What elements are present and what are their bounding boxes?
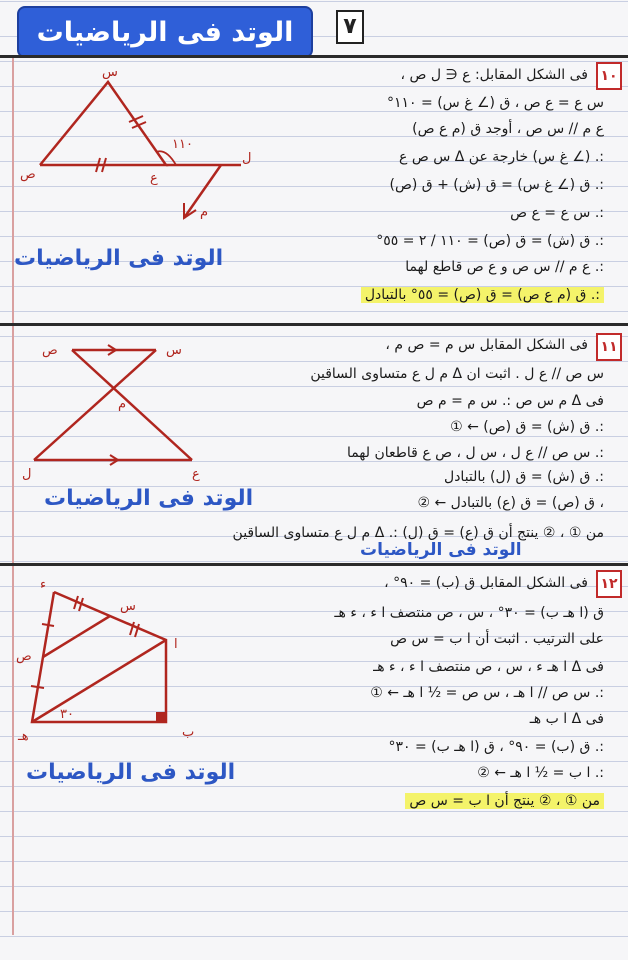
tick-sad-h <box>31 686 44 688</box>
triangle-sas <box>40 82 166 165</box>
label-sad: ص <box>20 167 36 182</box>
label-ain: ع <box>192 467 200 482</box>
problem-11-line-5: :. س ص // ع ل ، س ل ، ص ع قاطعان لهما <box>346 445 604 461</box>
header-title-banner <box>17 6 313 58</box>
right-angle-mark <box>156 712 166 722</box>
divider-2 <box>0 323 628 326</box>
problem-12-line-4: فى Δ ا هـ ء ، س ، ص منتصف ا ء ، ء هـ <box>373 659 604 675</box>
problem-10-number: ١٠ <box>596 62 622 90</box>
problem-12-number: ١٢ <box>596 570 622 598</box>
label-s: س <box>120 599 136 614</box>
problem-10-line-7: :. ق (ش) = ق (ص) = ١١٠ / ٢ = ٥٥° <box>376 233 604 249</box>
label-e: ء <box>40 577 47 592</box>
label-b: ب <box>182 725 195 740</box>
problem-12-line-7: :. ق (ب) = ٩٠° ، ق (ا هـ ب) = ٣٠° <box>388 739 604 755</box>
label-mim: م <box>200 205 209 220</box>
label-sad: ص <box>16 649 32 664</box>
label-angle-110: ١١٠ <box>172 137 193 152</box>
problem-12-line-3: على الترتيب . اثبت أن ا ب = س ص <box>390 631 604 647</box>
label-a: ا <box>174 637 178 652</box>
label-angle-30: ٣٠ <box>60 707 74 722</box>
problem-10-line-8: :. ع م // س ص و ع ص قاطع لهما <box>405 259 604 275</box>
problem-12-answer: من ① ، ② ينتج أن ا ب = س ص <box>405 790 604 812</box>
problem-10-line-1: فى الشكل المقابل: ع ∈ ل ص ، <box>400 67 588 83</box>
quadrilateral <box>32 592 166 722</box>
watermark-4: الوتد فى الرياضيات <box>26 760 236 785</box>
label-s: س <box>102 65 118 80</box>
watermark-2: الوتد فى الرياضيات <box>44 486 254 511</box>
problem-11-line-8: من ① ، ② ينتج أن ق (ع) = ق (ل) :. Δ م ل ع متساوى الساقين <box>232 525 604 541</box>
problem-10-line-3: ع م // س ص ، أوجد ق (م ع ص) <box>412 121 604 137</box>
segment-s-sad <box>43 616 110 657</box>
label-mim: م <box>118 397 127 412</box>
divider-top <box>0 55 628 58</box>
problem-10-line-6: :. س ع = ع ص <box>510 205 604 221</box>
problem-11-line-4: :. ق (ش) = ق (ص) ← ① <box>450 419 604 435</box>
segment-sad-ain <box>72 350 192 460</box>
problem-10-line-2: س ع = ع ص ، ق (∠ غ س) = ١١٠° <box>387 95 604 111</box>
problem-11-line-6: :. ق (ش) = ق (ل) بالتبادل <box>444 469 604 485</box>
divider-3 <box>0 563 628 566</box>
header-title: الوتد فى الرياضيات <box>36 16 294 48</box>
problem-11-line-1: فى الشكل المقابل س م = ص م ، <box>385 337 588 353</box>
tick-e-sad <box>42 624 54 626</box>
label-ain: ع <box>150 171 158 186</box>
label-s: س <box>166 343 182 358</box>
problem-11-line-7: ، ق (ص) = ق (ع) بالتبادل ← ② <box>417 495 604 511</box>
problem-10-line-5: :. ق (∠ غ س) = ق (ش) + ق (ص) <box>389 177 604 193</box>
problem-11-number: ١١ <box>596 333 622 361</box>
problem-12-line-8: :. ا ب = ½ ا هـ ← ② <box>477 765 604 781</box>
problem-11-line-3: فى Δ م س ص :. س م = م ص <box>416 393 604 409</box>
label-h: هـ <box>18 729 29 744</box>
page-margin-line <box>12 55 14 935</box>
problem-10-line-4: :. (∠ غ س) خارجة عن Δ س ص ع <box>399 149 604 165</box>
label-lam: ل <box>22 467 32 482</box>
problem-12-line-6: فى Δ ا ب هـ <box>529 711 604 727</box>
page-number: ٧ <box>336 10 364 44</box>
problem-12-line-2: ق (ا هـ ب) = ٣٠° ، س ، ص منتصف ا ء ، ء هـ <box>334 605 604 621</box>
label-sad: ص <box>42 343 58 358</box>
problem-10-figure <box>16 60 256 230</box>
label-lam: ل <box>242 151 252 166</box>
segment-s-lam <box>34 350 156 460</box>
problem-11-figure <box>20 336 220 486</box>
watermark-1: الوتد فى الرياضيات <box>14 246 224 271</box>
problem-10-answer: :. ق (م ع ص) = ق (ص) = ٥٥° بالتبادل <box>361 284 604 306</box>
problem-12-line-1: فى الشكل المقابل ق (ب) = ٩٠° ، <box>384 575 588 591</box>
problem-12-line-5: :. س ص // ا هـ ، س ص = ½ ا هـ ← ① <box>370 685 604 701</box>
problem-11-line-2: س ص // ع ل . اثبت ان Δ م ل ع متساوى الساقين <box>310 366 604 382</box>
watermark-3: الوتد فى الرياضيات <box>360 540 522 560</box>
problem-12-figure <box>16 576 216 746</box>
